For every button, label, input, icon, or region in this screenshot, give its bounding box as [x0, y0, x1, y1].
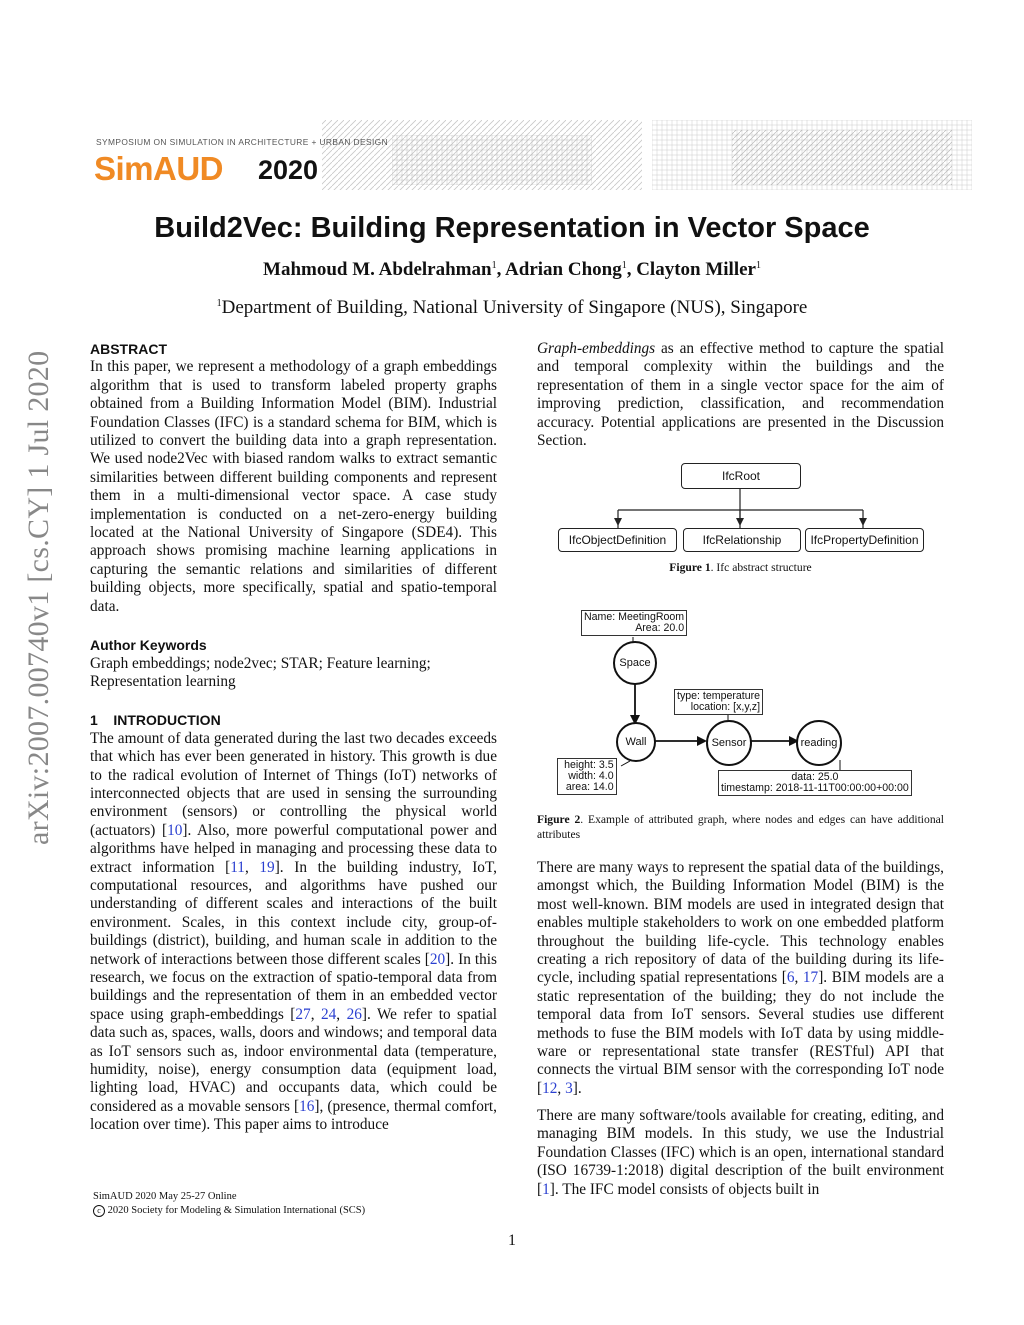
- node-wall: Wall: [616, 722, 656, 762]
- reading-attributes: data: 25.0 timestamp: 2018-11-11T00:00:00+00:00: [718, 770, 912, 796]
- author-3-affiliation: 1: [755, 260, 761, 271]
- node-ifcroot: IfcRoot: [681, 463, 801, 489]
- intro-text: The amount of data generated during the last two decades exceeds that which has ever been generated in history. This growth is due to the radical evolution of Internet of Things (IoT) networks of interconnected objects that are used in sensing the surrounding environment (sensors) or controlling the physical world (actuators) [10]. Also, more powerful computational power and algorithms have helped in managing and processing these data to extract information [11, 19]. In the building industry, IoT, computational resources, and algorithms have pushed our understanding of different scales and interactions of the built environment. Scales, in this context include city, group-of-buildings (district), building, and human scale in addition to the network of interactions between those different scales [20]. In this research, we focus on the extraction of spatio-temporal data from buildings and the representation of them in an embedded vector space using graph-embeddings [27, 24, 26]. We refer to spatial data such as, spaces, walls, doors and windows; and temporal data as IoT sensors such as, indoor environmental data (temperature, humidity, noise), energy consumption data (equipment load, lighting load, HVAC) and occupants data, which could be considered as a movable sensors [16], (presence, thermal comfort, location over time). This paper aims to introduce: [90, 729, 498, 1134]
- footer-copyright: [93, 1204, 493, 1218]
- section-number: 1: [90, 712, 98, 729]
- conference-banner-image: [92, 120, 972, 190]
- citation-link[interactable]: 6: [786, 969, 795, 987]
- footer-notice: [93, 1190, 493, 1218]
- figure-1-label: Figure 1: [669, 561, 711, 574]
- abstract-heading: ABSTRACT: [90, 341, 167, 357]
- space-attributes: Name: MeetingRoom Area: 20.0: [581, 610, 687, 636]
- emphasis-graph-embeddings: Graph-embeddings: [537, 340, 656, 357]
- figure-1-caption-text: . Ifc abstract structure: [710, 561, 812, 574]
- node-ifcpropertydefinition: IfcPropertyDefinition: [805, 528, 924, 552]
- node-ifcobjectdefinition: IfcObjectDefinition: [558, 528, 677, 552]
- citation-link[interactable]: 11: [230, 858, 245, 876]
- right-column-intro: [537, 340, 944, 450]
- author-list: [0, 259, 1024, 281]
- citation-link[interactable]: 16: [299, 1097, 315, 1115]
- page-number: 1: [508, 1232, 516, 1249]
- abstract-text: In this paper, we represent a methodology of a graph embeddings algorithm that is used to transform labeled property graphs obtained from a Building Information Model (BIM). Industrial Foundation Classes (IFC) is a standard schema for BIM, which is utilized to convert the building data into a graph representation. We used node2Vec with biased random walks to extract semantic similarities between different building components and represent them in a multi-dimensional vector space. A case study implementation is conducted on a net-zero-energy building located at the National University of Singapore (SDE4). This approach shows promising machine learning applications in capturing the semantic relations and similarities of different building objects, more specifically, spatial and spatio-temporal data.: [90, 358, 497, 615]
- author-separator: ,: [626, 259, 637, 280]
- citation-link[interactable]: 24: [320, 1005, 337, 1023]
- copyright-icon: c: [93, 1205, 105, 1217]
- citation-link[interactable]: 19: [259, 858, 275, 876]
- citation-link[interactable]: 26: [346, 1005, 362, 1023]
- affiliation-text: Department of Building, National University of Singapore (NUS), Singapore: [221, 297, 808, 318]
- figure-1-caption: [537, 560, 944, 575]
- banner-tagline: SYMPOSIUM ON SIMULATION IN ARCHITECTURE + URBAN DESIGN: [96, 137, 389, 147]
- right-body-paragraph-1: There are many ways to represent the spatial data of the buildings, amongst which, the Building Information Model (BIM) is the most well-known. BIM models are used in integrated design that enables multiple stakeholders to work on one embedded platform throughout the building life-cycle. This technology enables creating a rich repository of data of the building during its life-cycle, including spatial representations [6, 17]. BIM models are a static representation of the building; they do not include the temporal data from IoT sensors. Several studies use different methods to fuse the BIM models with IoT data by using middle-ware or representational state transfer (RESTful) API that connects the virtual BIM sensor with the corresponding IoT node [12, 3].: [537, 859, 945, 1097]
- author-2: Adrian Chong: [505, 259, 622, 280]
- citation-link[interactable]: 10: [167, 821, 183, 839]
- arxiv-identifier: arXiv:2007.00740v1 [cs.CY] 1 Jul 2020: [22, 350, 55, 845]
- left-column: [90, 340, 497, 1135]
- footer-conference: SimAUD 2020 May 25-27 Online: [93, 1191, 237, 1202]
- author-1: Mahmoud M. Abdelrahman: [263, 259, 492, 280]
- right-intro-text: as an effective method to capture the spatial and temporal complexity within the buildings and the representation of them in a single vector space for the aim of improving prediction, classification, and recommendation accuracy. Potential applications are presented in the Discussion Section.: [537, 340, 944, 450]
- citation-link[interactable]: 20: [429, 950, 446, 968]
- author-separator: ,: [496, 259, 506, 280]
- node-sensor: Sensor: [706, 720, 752, 766]
- citation-link[interactable]: 1: [542, 1180, 550, 1198]
- keywords-text: Graph embeddings; node2vec; STAR; Feature learning; Representation learning: [90, 654, 431, 690]
- wall-attributes: height: 3.5 width: 4.0 area: 14.0: [557, 758, 617, 795]
- figure-2-caption: [537, 812, 944, 842]
- figure-2-caption-text: . Example of attributed graph, where nodes and edges can have additional attributes: [537, 813, 944, 841]
- author-1-affiliation: 1: [491, 260, 497, 271]
- paper-title: Build2Vec: Building Representation in Vector Space: [154, 212, 870, 244]
- keywords-heading: Author Keywords: [90, 637, 207, 654]
- footer-copyright-text: 2020 Society for Modeling & Simulation International (SCS): [105, 1205, 366, 1216]
- author-2-affiliation: 1: [621, 260, 627, 271]
- node-reading: reading: [796, 720, 842, 766]
- citation-link[interactable]: 27: [295, 1005, 311, 1023]
- logo-year: 2020: [258, 155, 319, 185]
- citation-link[interactable]: 3: [565, 1079, 573, 1097]
- right-body-paragraph-2: There are many software/tools available for creating, editing, and managing BIM models. In this study, we use the Industrial Foundation Classes (IFC) which is an open, international standard (ISO 16739-1:2018) digital description of the built environment [1]. The IFC model consists of objects built in: [537, 1107, 944, 1198]
- affiliation-mark: 1: [216, 298, 222, 309]
- node-space: Space: [613, 641, 657, 685]
- node-ifcrelationship: IfcRelationship: [683, 528, 801, 552]
- citation-link[interactable]: 12: [542, 1079, 558, 1097]
- section-title: INTRODUCTION: [113, 712, 221, 729]
- sensor-attributes: type: temperature location: [x,y,z]: [674, 689, 763, 715]
- affiliation: [0, 297, 1024, 319]
- figure-2-label: Figure 2: [537, 813, 581, 826]
- intro-heading: [90, 711, 497, 729]
- author-3: Clayton Miller: [636, 259, 756, 280]
- simaud-logo: SimAUD: [94, 150, 224, 187]
- citation-link[interactable]: 17: [802, 969, 819, 987]
